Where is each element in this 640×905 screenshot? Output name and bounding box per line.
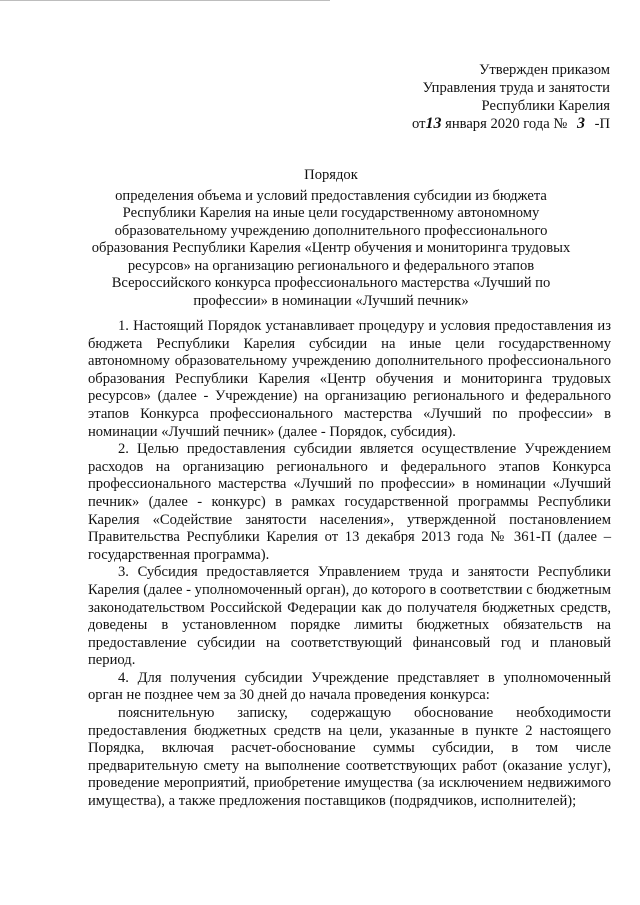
handwritten-order-number: 3 — [576, 115, 585, 132]
date-rest: января 2020 года № — [445, 116, 568, 132]
paragraph-1: 1. Настоящий Порядок устанавливает процедуру и условия предоставления из бюджета Республики Карелия субсидии на иные цели государственному автономному образовательному учреждению дополнительного профессионального образования Республики Карелия «Центр обучения и мониторинга трудовых ресурсов» (далее - Учреждение) на организацию регионального и федерального этапов Конкурса профессионального мастерства «Лучший по профессии» в номинации «Лучший печник» (далее - Порядок, субсидия). — [88, 318, 611, 440]
document-title — [86, 167, 576, 310]
paragraph-4-item-1: пояснительную записку, содержащую обоснование необходимости предоставления бюджетных средств на цели, указанные в пункте 2 настоящего Порядка, включая расчет-обоснование суммы субсидии, в том числе предварительную смету на выполнение соответствующих работ (оказание услуг), проведение мероприятий, приобретение имущества (за исключением недвижимого имущества), а также предложения поставщиков (подрядчиков, исполнителей); — [88, 705, 611, 810]
approval-line-3: Республики Карелия — [481, 98, 610, 114]
date-prefix: от — [411, 116, 426, 132]
handwritten-day: 13 — [425, 115, 442, 132]
title-heading: Порядок — [304, 167, 358, 183]
approval-line-1: Утвержден приказом — [479, 62, 610, 78]
paragraph-3: 3. Субсидия предоставляется Управлением труда и занятости Республики Карелия (далее - уполномоченный орган), до которого в соответствии с бюджетным законодательством Российской Федерации как до получателя бюджетных средств, доведены в установленном порядке лимиты бюджетных обязательств на предоставление субсидии на соответствующий финансовый год и плановый период. — [88, 564, 611, 669]
paragraph-4: 4. Для получения субсидии Учреждение представляет в уполномоченный орган не позднее чем за 30 дней до начала проведения конкурса: — [88, 669, 611, 704]
scan-top-line — [0, 0, 330, 1]
approval-date-line — [412, 115, 610, 133]
title-subtitle: определения объема и условий предоставления субсидии из бюджета Республики Карелия на иные цели государственному автономному образовательному учреждению дополнительного профессионального образования Республики Карелия «Центр обучения и мониторинга трудовых ресурсов» на организацию регионального и федерального этапов Всероссийского конкурса профессионального мастерства «Лучший по профессии» в номинации «Лучший печник» — [91, 187, 571, 309]
order-suffix: -П — [594, 116, 610, 132]
approval-line-2: Управления труда и занятости — [422, 80, 610, 96]
approval-stamp — [412, 61, 610, 133]
document-body — [88, 318, 611, 811]
paragraph-2: 2. Целью предоставления субсидии является осуществление Учреждением расходов на организацию регионального и федерального этапов Конкурса профессионального мастерства «Лучший по профессии» в номинации «Лучший печник» (далее - конкурс) в рамках государственной программы Республики Карелия «Содействие занятости населения», утвержденной постановлением Правительства Республики Карелия от 13 декабря 2013 года № 361-П (далее – государственная программа). — [88, 441, 611, 563]
